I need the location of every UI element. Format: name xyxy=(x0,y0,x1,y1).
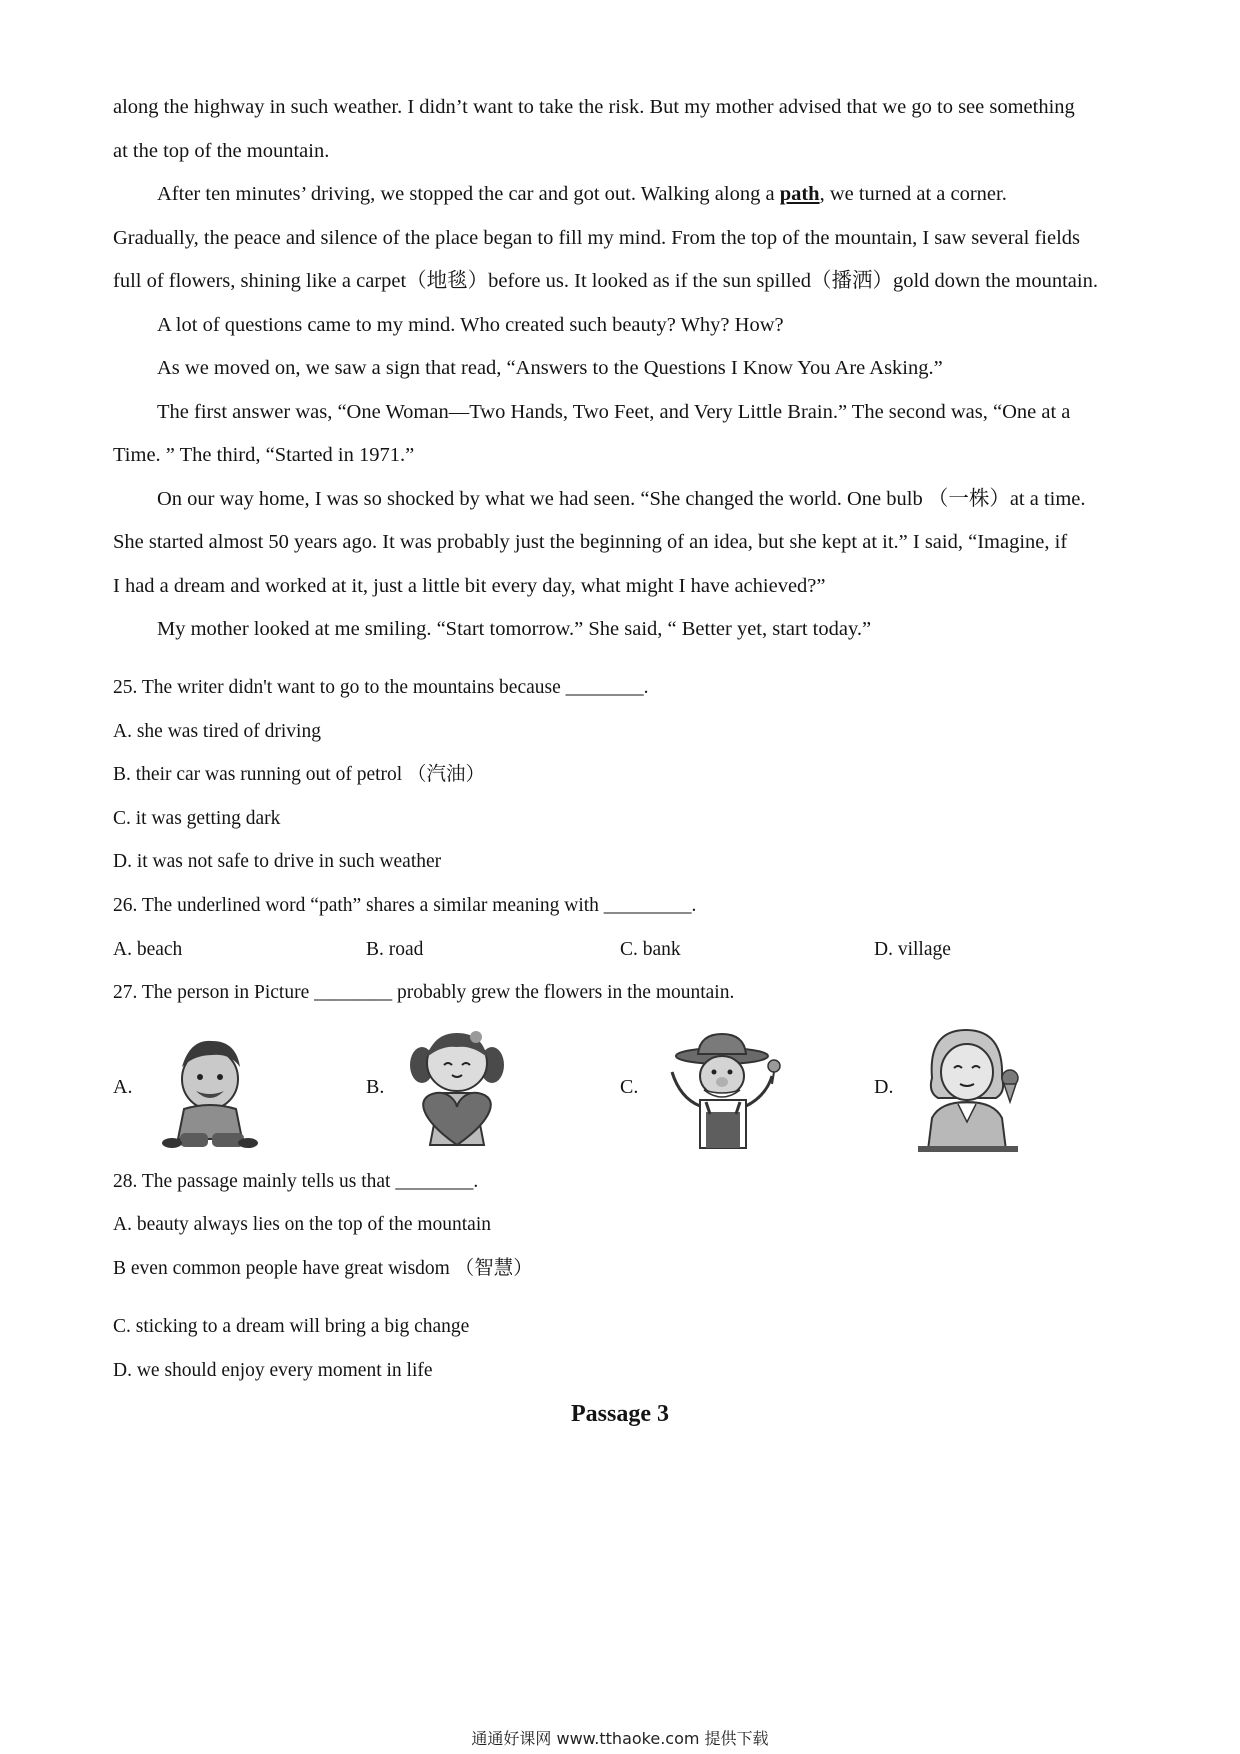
q28-option-d: D. we should enjoy every moment in life xyxy=(113,1360,433,1381)
q27-option-a: A. xyxy=(113,1076,133,1098)
q27-option-c: C. xyxy=(620,1076,639,1098)
underlined-word-path: path xyxy=(779,183,820,205)
question-25-stem: 25. The writer didn't want to go to the mountains because ________. xyxy=(113,677,649,698)
q28-option-b: B even common people have great wisdom （智慧） xyxy=(113,1258,533,1279)
path-line-before: After ten minutes’ driving, we stopped the car and got out. Walking along a xyxy=(157,183,780,205)
passage-line-6: A lot of questions came to my mind. Who created such beauty? Why? How? xyxy=(157,314,784,336)
q25-option-a: A. she was tired of driving xyxy=(113,721,321,742)
passage-line-4: Gradually, the peace and silence of the place began to fill my mind. From the top of the mountain, I saw several fields xyxy=(113,227,1080,249)
boy-kneeling-picture xyxy=(150,1027,270,1152)
q28-option-c: C. sticking to a dream will bring a big change xyxy=(113,1316,470,1337)
q25-option-c: C. it was getting dark xyxy=(113,808,281,829)
passage-line-7: As we moved on, we saw a sign that read, “Answers to the Questions I Know You Are Asking.” xyxy=(157,357,943,379)
q28-option-a: A. beauty always lies on the top of the mountain xyxy=(113,1214,492,1235)
passage-line-8: The first answer was, “One Woman—Two Hands, Two Feet, and Very Little Brain.” The second was, “One at a xyxy=(157,401,1071,423)
old-farmer-picture xyxy=(650,1032,800,1152)
q27-option-d: D. xyxy=(874,1076,894,1098)
question-28-stem: 28. The passage mainly tells us that ________. xyxy=(113,1171,479,1192)
q25-option-b: B. their car was running out of petrol （汽油） xyxy=(113,764,486,785)
passage-line-2: at the top of the mountain. xyxy=(113,140,330,162)
passage-line-path xyxy=(157,180,1177,208)
passage-line-1: along the highway in such weather. I didn’t want to take the risk. But my mother advised that we go to see something xyxy=(113,96,1075,118)
passage-line-5: full of flowers, shining like a carpet（地毯）before us. It looked as if the sun spilled（播洒）gold down the mountain. xyxy=(113,270,1098,292)
path-line-after: , we turned at a corner. xyxy=(819,183,1007,205)
q26-option-d: D. village xyxy=(874,939,951,960)
q27-option-b: B. xyxy=(366,1076,385,1098)
passage-line-9: Time. ” The third, “Started in 1971.” xyxy=(113,444,415,466)
passage-line-11: She started almost 50 years ago. It was probably just the beginning of an idea, but she kept at it.” I said, “Imagine, if xyxy=(113,531,1068,553)
q26-option-b: B. road xyxy=(366,939,424,960)
old-woman-with-ice-cream-picture xyxy=(910,1022,1025,1154)
passage-line-10: On our way home, I was so shocked by what we had seen. “She changed the world. One bulb （一株）at a time. xyxy=(157,488,1086,510)
q26-option-c: C. bank xyxy=(620,939,681,960)
passage-line-13: My mother looked at me smiling. “Start tomorrow.” She said, “ Better yet, start today.” xyxy=(157,618,872,640)
q26-option-a: A. beach xyxy=(113,939,183,960)
passage-line-12: I had a dream and worked at it, just a little bit every day, what might I have achieved?” xyxy=(113,575,826,597)
girl-with-heart-picture xyxy=(400,1023,515,1153)
passage-3-title: Passage 3 xyxy=(571,1401,669,1427)
question-27-stem: 27. The person in Picture ________ probably grew the flowers in the mountain. xyxy=(113,982,735,1003)
question-26-stem: 26. The underlined word “path” shares a similar meaning with _________. xyxy=(113,895,697,916)
q25-option-d: D. it was not safe to drive in such weather xyxy=(113,851,442,872)
footer-source: 通通好课网 www.tthaoke.com 提供下载 xyxy=(471,1729,769,1748)
